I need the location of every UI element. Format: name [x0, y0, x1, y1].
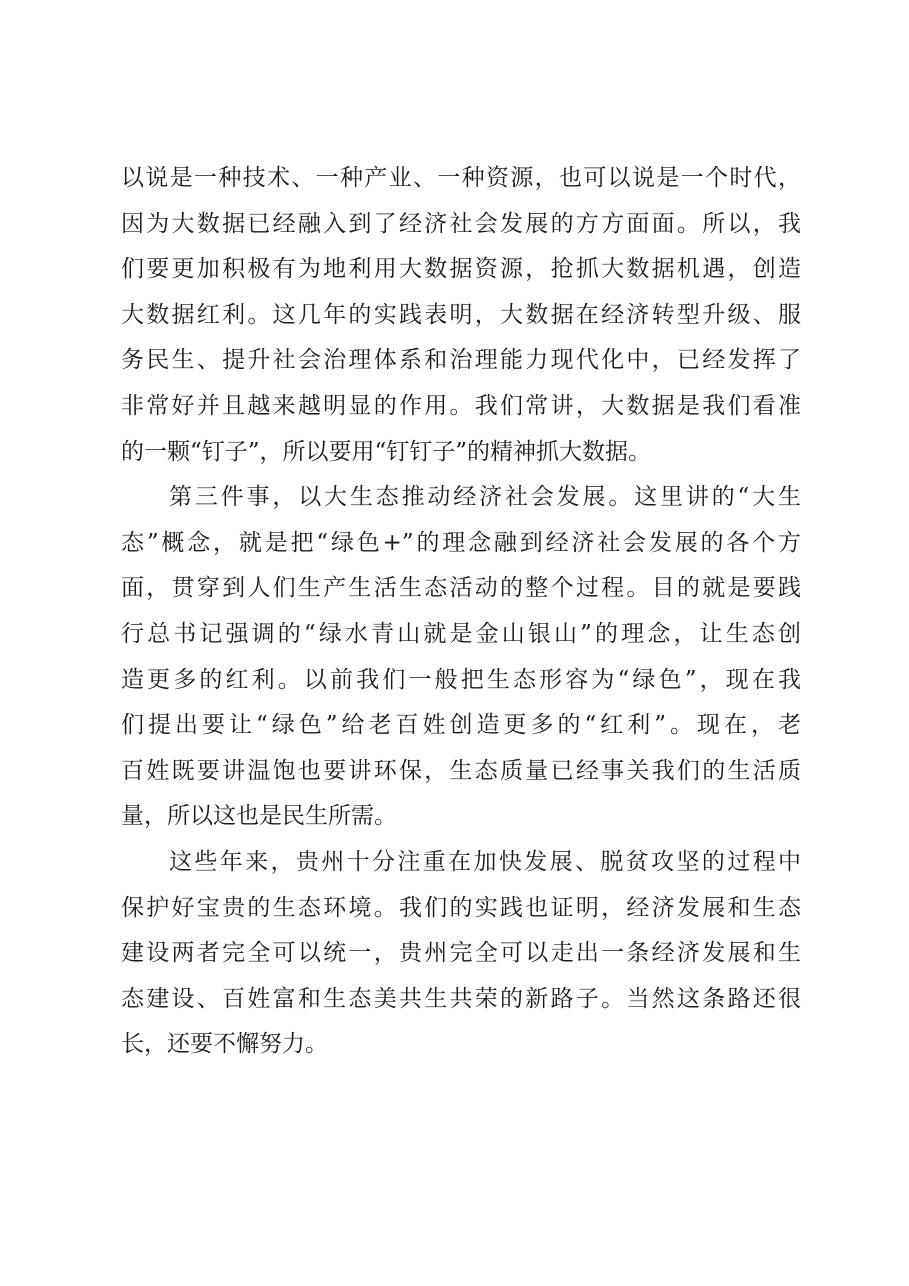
paragraph-first-line: 这些年来，贵州十分注重在加快发展、脱贫攻坚的过程中 [169, 848, 801, 875]
text-line: 态建设、百姓富和生态美共生共荣的新路子。当然这条路还很 [121, 985, 801, 1012]
document-body [121, 156, 801, 1068]
text-line: 大数据红利。这几年的实践表明，大数据在经济转型升级、服 [121, 301, 801, 328]
text-line: 建设两者完全可以统一，贵州完全可以走出一条经济发展和生 [121, 940, 801, 967]
text-line: 保护好宝贵的生态环境。我们的实践也证明，经济发展和生态 [121, 894, 801, 921]
text-line: 面，贯穿到人们生产生活生态活动的整个过程。目的就是要践 [121, 575, 801, 602]
text-line: 长，还要不懈努力。 [121, 1031, 328, 1058]
text-line: 态”概念，就是把“绿色+”的理念融到经济社会发展的各个方 [121, 529, 801, 556]
text-line: 以说是一种技术、一种产业、一种资源，也可以说是一个时代， [121, 165, 801, 191]
text-line: 们要更加积极有为地利用大数据资源，抢抓大数据机遇，创造 [121, 256, 801, 283]
text-line: 们提出要让“绿色”给老百姓创造更多的“红利”。现在，老 [121, 712, 801, 739]
text-line: 百姓既要讲温饱也要讲环保，生态质量已经事关我们的生活质 [121, 757, 801, 784]
text-line: 量，所以这也是民生所需。 [121, 803, 397, 830]
paragraph-first-line: 第三件事，以大生态推动经济社会发展。这里讲的“大生 [169, 484, 801, 511]
text-line: 行总书记强调的“绿水青山就是金山银山”的理念，让生态创 [121, 620, 801, 647]
text-line: 的一颗“钉子”，所以要用“钉钉子”的精神抓大数据。 [121, 438, 652, 465]
text-line: 务民生、提升社会治理体系和治理能力现代化中，已经发挥了 [121, 347, 801, 374]
text-line: 非常好并且越来越明显的作用。我们常讲，大数据是我们看准 [121, 392, 801, 419]
text-line: 因为大数据已经融入到了经济社会发展的方方面面。所以，我 [121, 210, 801, 237]
text-line: 造更多的红利。以前我们一般把生态形容为“绿色”，现在我 [121, 666, 801, 693]
